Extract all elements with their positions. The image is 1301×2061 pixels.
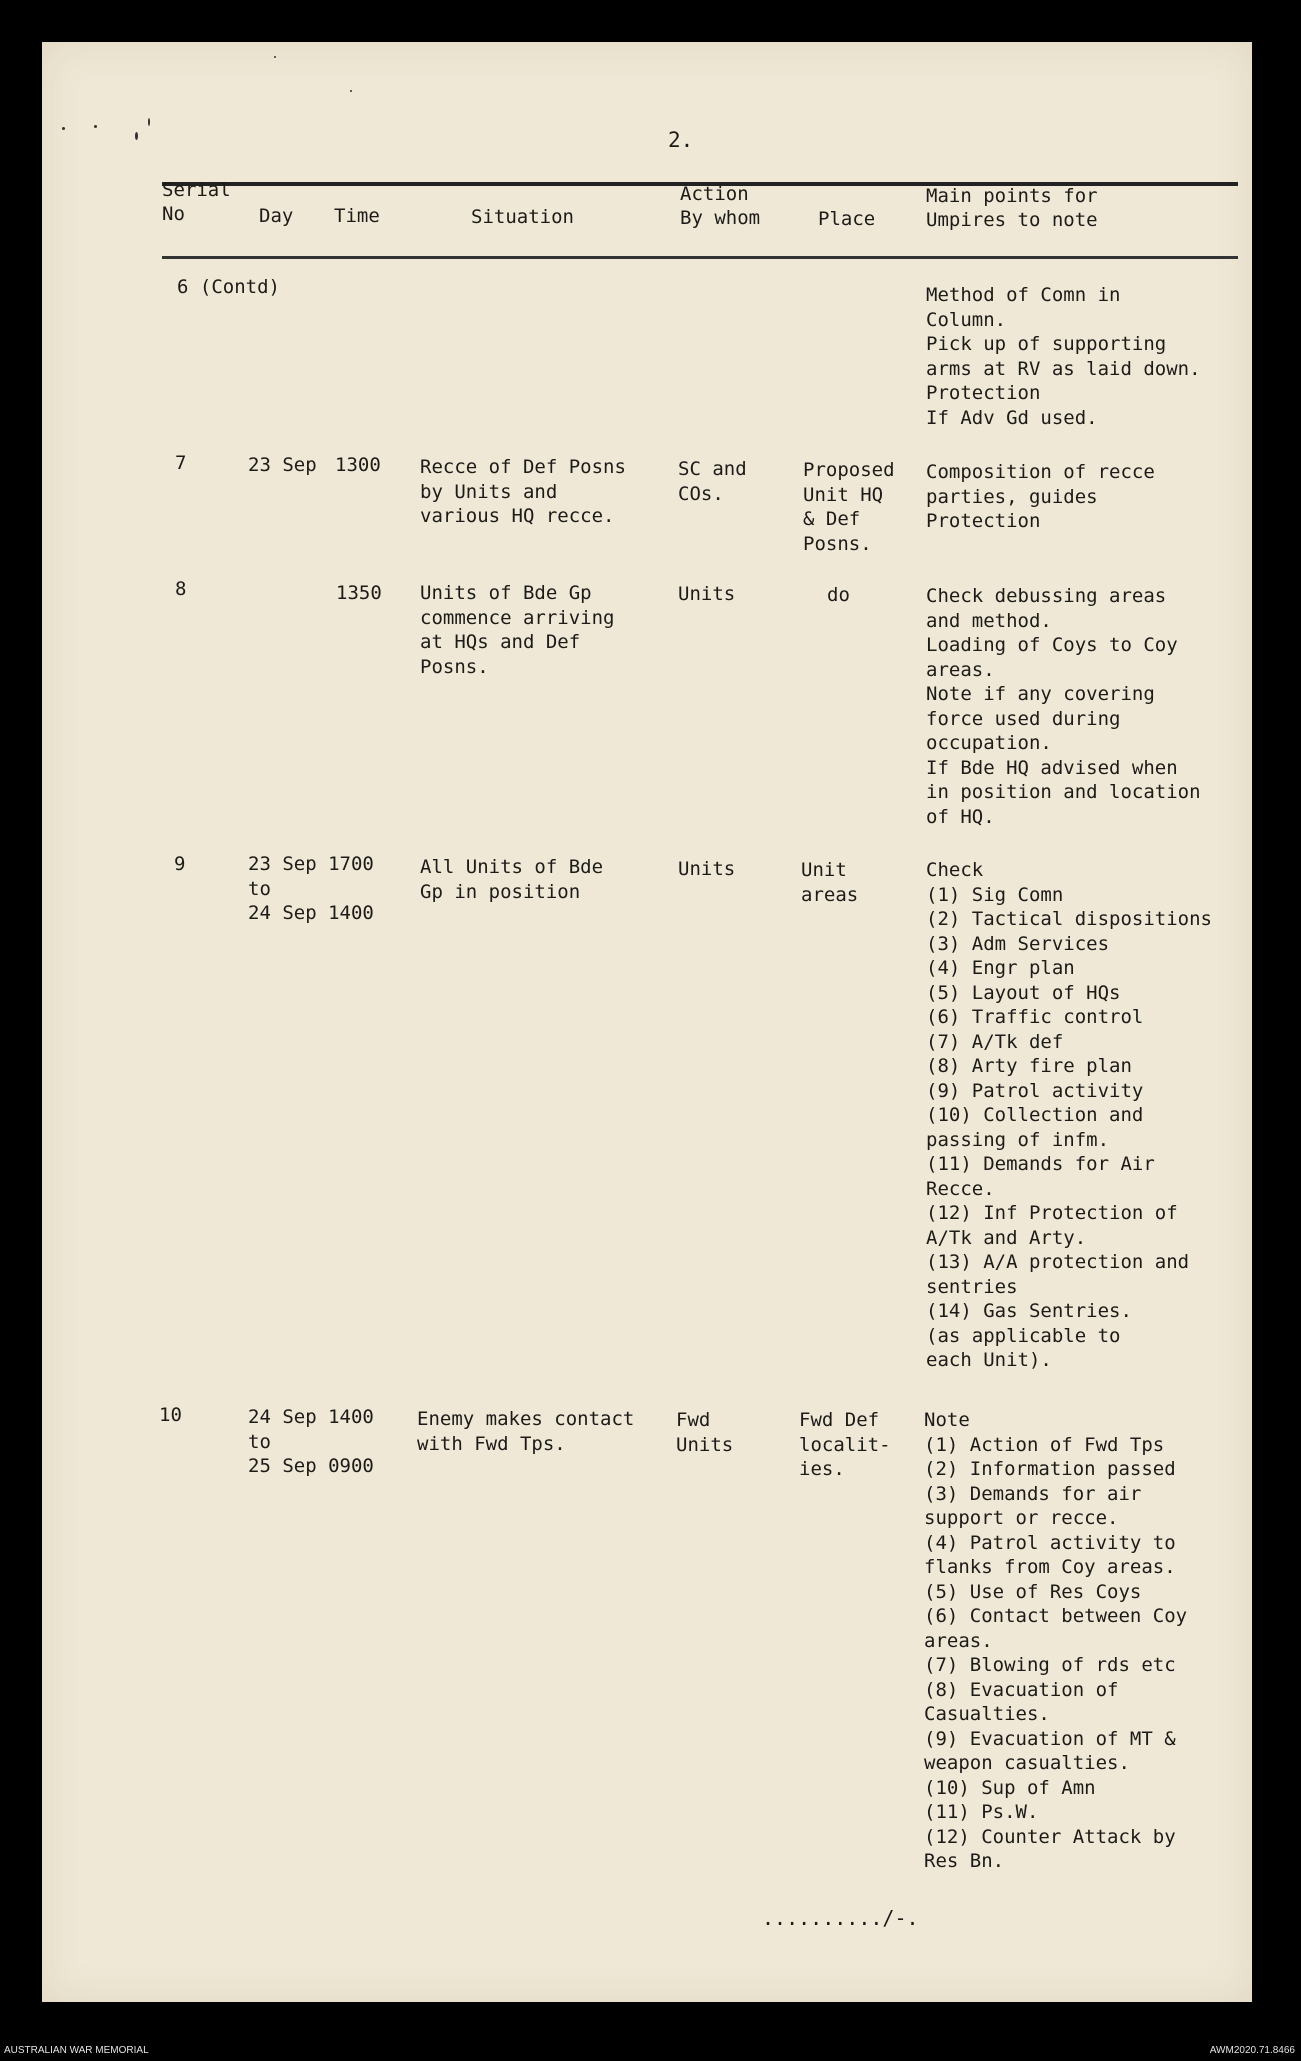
header-time: Time [334,205,380,227]
row-8-situation: Units of Bde Gp commence arriving at HQs and Def Posns. [420,582,615,678]
header-bottom-rule [162,256,1238,259]
row-8-action-by: Units [678,583,736,605]
row-6-serial: 6 (Contd) [177,276,280,298]
row-9-action-by: Units [678,858,736,880]
row-6-notes: Method of Comn in Column. Pick up of supporting arms at RV as laid down. Protection If Adv Gd used. [926,284,1201,429]
row-7-action-by: SC and COs. [678,458,747,505]
page-number: 2. [668,128,694,152]
row-8-serial: 8 [175,578,187,600]
row-7-notes: Composition of recce parties, guides Protection [926,461,1155,532]
row-9-serial: 9 [174,853,186,875]
row-7-time: 1300 [335,454,381,476]
row-7-place: Proposed Unit HQ & Def Posns. [803,459,895,555]
paper-speck [62,127,65,130]
header-action-by: Action By whom [680,183,761,229]
row-9-situation: All Units of Bde Gp in position [420,856,604,903]
row-8-notes: Check debussing areas and method. Loading of Coys to Coy areas. Note if any covering force used during occupation. If Bde HQ advised when in position and location of HQ. [926,585,1201,828]
row-10-place: Fwd Def localit- ies. [799,1409,891,1480]
paper-speck [135,132,138,140]
row-10-serial: 10 [159,1404,182,1426]
row-10-situation: Enemy makes contact with Fwd Tps. [417,1408,635,1455]
row-10-day: 24 Sep 1400 to 25 Sep 0900 [248,1406,374,1477]
header-place: Place [818,208,876,230]
header-day: Day [259,205,294,227]
header-serial: Serial No [162,179,231,225]
row-10-action-by: Fwd Units [676,1409,734,1456]
row-8-place: do [827,584,850,606]
paper-speck [350,90,352,92]
row-8-time: 1350 [336,582,382,604]
row-7-serial: 7 [175,452,187,474]
header-situation: Situation [471,206,574,228]
paper-speck [274,56,276,58]
row-10-notes: Note (1) Action of Fwd Tps (2) Information passed (3) Demands for air support or recce. (4) Patrol activity to flanks from Coy areas. (5) Use of Res Coys (6) Contact between Coy areas. (7) Blowing of rds etc (8) Evacuation of Casualties. (9) Evacuation of MT & weapon casualties. (10) Sup of Amn (11) Ps.W. (12) Counter Attack by Res Bn. [924,1409,1188,1872]
row-9-day: 23 Sep 1700 to 24 Sep 1400 [248,853,374,924]
row-7-day: 23 Sep [248,454,317,476]
paper-speck [94,125,97,128]
header-main-points: Main points for Umpires to note [926,185,1098,231]
archive-caption: AUSTRALIAN WAR MEMORIAL [4,2045,149,2056]
archive-reference: AWM2020.71.8466 [1209,2045,1295,2056]
row-9-notes: Check (1) Sig Comn (2) Tactical dispositions (3) Adm Services (4) Engr plan (5) Layout of HQs (6) Traffic control (7) A/Tk def (8) Arty fire plan (9) Patrol activity (10) Collection and passing of infm. (11) Demands for Air Recce. (12) Inf Protection of A/Tk and Arty. (13) A/A protection and sentries (14) Gas Sentries. (as applicable to each Unit). [926,859,1212,1371]
continuation-mark: ........../-. [762,1906,919,1930]
paper-speck [148,118,150,126]
row-9-place: Unit areas [801,859,859,906]
row-7-situation: Recce of Def Posns by Units and various HQ recce. [420,456,626,527]
